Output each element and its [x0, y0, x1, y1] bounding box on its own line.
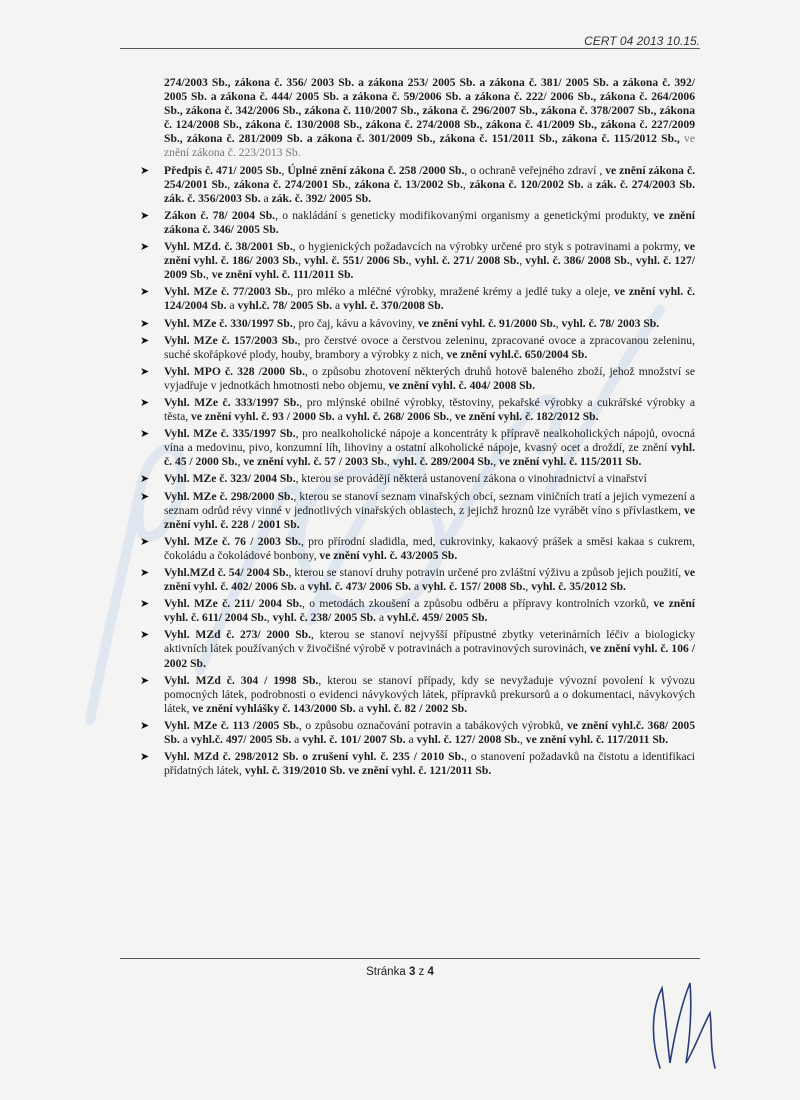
intro-paragraph [164, 76, 695, 161]
header-divider [120, 48, 700, 49]
law-reference: vyhl. č. 238/ 2005 Sb. [272, 611, 376, 625]
law-reference: Zákon č. 78/ 2004 Sb. [164, 208, 276, 222]
law-reference: Vyhl. MZe č. 298/2000 Sb. [164, 489, 294, 503]
law-reference: Vyhl.MZd č. 54/ 2004 Sb. [164, 566, 289, 579]
list-item-text: Zákon č. 78/ 2004 Sb., o nakládání s geneticky modifikovanými organismy a genetickými produkty, ve znění zákona č. 346/ 2005 Sb. [164, 208, 695, 236]
page-separator: z [418, 966, 425, 978]
law-reference: vyhl. č. 78/ 2003 Sb. [561, 316, 660, 330]
arrow-bullet-icon: ➤ [140, 719, 150, 732]
law-reference: ve znění vyhl. č. 111/2011 Sb. [211, 268, 354, 282]
law-reference: ve znění vyhl. č. 91/2000 Sb. [417, 316, 556, 330]
intro-bold-text: 274/2003 Sb., zákona č. 356/ 2003 Sb. a zákona 253/ 2005 Sb. a zákona č. 381/ 2005 Sb. a zákona č. 392/ 2005 Sb. a zákona č. 444/ 2005 Sb. a zákona č. 59/2006 Sb. a zákona č. 222/ 2006 Sb., zákona č. 264/2006 Sb., zákona č. 342/2006 Sb., zákona č. 110/2007 Sb., zákona č. 296/2007 Sb., zákona č. 378/2007 Sb., zákona č. 124/2008 Sb., zákona č. 130/2008 Sb., zákona č. 274/2008 Sb., zákona č. 41/2009 Sb., zákona č. 227/2009 Sb., zákona č. 281/2009 Sb. a zákona č. 301/2009 Sb., zákona č. 151/2011 Sb., zákona č. 115/2012 Sb., [164, 76, 695, 146]
arrow-bullet-icon: ➤ [140, 629, 150, 642]
law-reference: ve znění vyhl. č. 611/ 2004 Sb. [164, 597, 696, 625]
list-item-text: Vyhl. MZe č. 76 / 2003 Sb., pro přírodní sladidla, med, cukrovinky, kakaový prášek a směsi kakaa s cukrem, čokoládu a čokoládové bonbony, ve znění vyhl. č. 43/2005 Sb. [164, 534, 695, 562]
law-reference: vyhl. č. 82 / 2002 Sb. [366, 701, 468, 715]
list-item-text: Vyhl. MZe č. 333/1997 Sb., pro mlýnské obilné výrobky, těstoviny, pekařské výrobky a cukrářské výrobky a těsta, ve znění vyhl. č. 93 / 2000 Sb. a vyhl. č. 268/ 2006 Sb., ve znění vyhl. č. 182/2012 Sb. [164, 395, 696, 424]
law-reference: vyhl. č. 319/2010 Sb. [244, 764, 346, 778]
law-reference: Vyhl. MZe č. 157/2003 Sb. [164, 333, 298, 347]
list-item-text: Vyhl. MZe č. 77/2003 Sb., pro mléko a mléčné výrobky, mražené krémy a jedlé tuky a oleje, ve znění vyhl. č. 124/2004 Sb. a vyhl.č. 78/ 2005 Sb. a vyhl. č. 370/2008 Sb. [164, 285, 695, 313]
law-reference: vyhl.č. 78/ 2005 Sb. [237, 299, 333, 313]
law-reference: Vyhl. MZe č. 77/2003 Sb. [164, 285, 291, 299]
law-items [140, 164, 695, 779]
law-reference: vyhl. č. 551/ 2006 Sb. [304, 254, 409, 268]
law-reference: Vyhl. MZd č. 298/2012 Sb. [164, 750, 299, 764]
arrow-bullet-icon: ➤ [140, 317, 150, 330]
list-item-text: Vyhl. MZe č. 298/2000 Sb., kterou se stanoví seznam vinařských obcí, seznam viničních tratí a jejich vymezení a seznam odrůd révy vinné v jednotlivých vinařských oblastech, z jejichž hroznů lze vyrábět víno s přívlastkem, ve znění vyhl. č. 228 / 2001 Sb. [164, 489, 695, 531]
page-label: Stránka [366, 966, 406, 978]
arrow-bullet-icon: ➤ [140, 396, 150, 409]
law-reference: Vyhl. MZe č. 330/1997 Sb. [164, 316, 293, 330]
law-reference: ve znění zákona č. 254/2001 Sb. [164, 163, 695, 191]
law-reference: vyhl. č. 386/ 2008 Sb. [525, 254, 630, 268]
law-reference: ve znění vyhl. č. 43/2005 Sb. [319, 548, 458, 562]
law-reference: ve znění vyhl. č. 404/ 2008 Sb. [388, 378, 535, 392]
law-reference: vyhl. č. 127/ 2008 Sb. [416, 733, 520, 747]
list-item [140, 365, 695, 393]
footer-divider [120, 958, 700, 959]
law-reference: Úplné znění zákona č. 258 /2000 Sb. [287, 163, 465, 177]
list-item [140, 628, 695, 670]
list-item-text: Vyhl. MZe č. 330/1997 Sb., pro čaj, kávu a kávoviny, ve znění vyhl. č. 91/2000 Sb., vyhl. č. 78/ 2003 Sb. [164, 316, 660, 330]
law-reference: ve znění vyhl. č. 106 / 2002 Sb. [164, 642, 695, 670]
law-reference: Vyhl. MZe č. 323/ 2004 Sb. [164, 472, 296, 486]
arrow-bullet-icon: ➤ [140, 334, 150, 347]
law-reference: zákona č. 274/2001 Sb. [233, 177, 348, 191]
list-item [140, 285, 695, 313]
handwritten-signature [640, 968, 730, 1078]
law-reference: ve znění vyhl. č. 124/2004 Sb. [164, 285, 695, 313]
list-item-text: Vyhl. MPO č. 328 /2000 Sb., o způsobu zhotovení některých druhů hotově baleného zboží, jehož množství se vyjadřuje v jednotkách hmotnosti nebo objemu, ve znění vyhl. č. 404/ 2008 Sb. [164, 364, 695, 392]
law-reference: Vyhl. MZe č. 335/1997 Sb. [164, 427, 296, 441]
arrow-bullet-icon: ➤ [140, 473, 150, 486]
law-reference: ve znění vyhl. č. 402/ 2006 Sb. [164, 566, 696, 594]
list-item-text: Vyhl. MZd č. 273/ 2000 Sb., kterou se stanoví nejvyšší přípustné zbytky veterinárních léčiv a biologicky aktivních látek používaných v živočišné výrobě v potravinách a potravinových surovinách, ve znění vyhl. č. 106 / 2002 Sb. [164, 628, 695, 670]
list-item-text: Vyhl. MZe č. 157/2003 Sb., pro čerstvé ovoce a čerstvou zeleninu, zpracované ovoce a zpracovanou zeleninu, suché skořápkové plody, houby, brambory a výrobky z nich, ve znění vyhl.č. 650/2004 Sb. [164, 333, 695, 361]
arrow-bullet-icon: ➤ [140, 209, 150, 222]
law-reference: Vyhl. MZe č. 333/1997 Sb. [164, 395, 300, 409]
law-reference: vyhl. č. 127/ 2009 Sb. [164, 254, 695, 282]
arrow-bullet-icon: ➤ [140, 598, 150, 611]
law-reference: ve znění vyhl. č. 121/2011 Sb. [348, 764, 492, 778]
law-reference: ve znění vyhl. č. 228 / 2001 Sb. [164, 503, 695, 531]
list-item [140, 719, 695, 747]
law-reference: ve znění vyhl. č. 182/2012 Sb. [454, 410, 599, 424]
arrow-bullet-icon: ➤ [140, 365, 150, 378]
law-reference: vyhl. č. 289/2004 Sb. [392, 455, 494, 469]
list-item [140, 209, 695, 237]
arrow-bullet-icon: ➤ [140, 241, 150, 254]
law-reference: Vyhl. MZd č. 273/ 2000 Sb. [164, 628, 312, 642]
list-item-text: Vyhl. MZe č. 323/ 2004 Sb., kterou se provádějí některá ustanovení zákona o vinohradnictví a vinařství [164, 472, 647, 486]
law-reference: Vyhl. MZe č. 211/ 2004 Sb. [164, 597, 303, 611]
law-reference: vyhl. č. 271/ 2008 Sb. [414, 254, 520, 268]
list-item [140, 334, 695, 362]
list-item-text: Předpis č. 471/ 2005 Sb., Úplné znění zákona č. 258 /2000 Sb., o ochraně veřejného zdraví , ve znění zákona č. 254/2001 Sb., zákona č. 274/2001 Sb., zákona č. 13/2002 Sb., zákona č. 120/2002 Sb. a zák. č. 274/2003 Sb. zák. č. 356/2003 Sb. a zák. č. 392/ 2005 Sb. [164, 163, 696, 205]
arrow-bullet-icon: ➤ [140, 567, 150, 579]
list-item [140, 674, 695, 716]
law-reference: vyhl.č. 497/ 2005 Sb. [190, 733, 292, 747]
list-item [140, 566, 695, 594]
arrow-bullet-icon: ➤ [140, 674, 150, 687]
law-reference: vyhl. č. 235 / 2010 Sb. [352, 750, 464, 764]
law-reference: ve znění zákona č. 346/ 2005 Sb. [164, 208, 695, 236]
list-item [140, 597, 695, 625]
law-reference: vyhl.č. 459/ 2005 Sb. [386, 611, 488, 625]
law-reference: Předpis č. 471/ 2005 Sb. [164, 163, 282, 177]
law-reference: ve znění vyhlášky č. 143/2000 Sb. [192, 701, 356, 715]
law-reference: vyhl. č. 370/2008 Sb. [343, 299, 444, 313]
list-item-text: Vyhl. MZe č. 211/ 2004 Sb., o metodách zkoušení a způsobu odběru a přípravy kontrolních vzorků, ve znění vyhl. č. 611/ 2004 Sb., vyhl. č. 238/ 2005 Sb. a vyhl.č. 459/ 2005 Sb. [164, 597, 696, 625]
arrow-bullet-icon: ➤ [140, 164, 150, 177]
law-reference: o zrušení [302, 750, 349, 764]
list-item [140, 472, 695, 486]
law-reference: vyhl. č. 35/2012 Sb. [531, 580, 626, 594]
law-reference: ve znění vyhl.č. 368/ 2005 Sb. [164, 718, 696, 747]
law-reference: zák. č. 356/2003 Sb. [164, 191, 261, 205]
page-total: 4 [427, 966, 434, 978]
law-reference: zák. č. 274/2003 Sb. [596, 177, 696, 191]
law-reference: ve znění vyhl.č. 650/2004 Sb. [446, 347, 588, 361]
list-item-text: Vyhl.MZd č. 54/ 2004 Sb., kterou se stanoví druhy potravin určené pro zvláštní výživu a způsob jejich použití, ve znění vyhl. č. 402/ 2006 Sb. a vyhl. č. 473/ 2006 Sb. a vyhl. č. 157/ 2008 Sb., vyhl. č. 35/2012 Sb. [164, 566, 696, 594]
list-item-text: Vyhl. MZd č. 304 / 1998 Sb., kterou se stanoví případy, kdy se nevyžaduje vývozní povolení k vývozu pomocných látek, podrobnosti o evidenci návykových látek, přípravků prekursorů a o dokumentaci, návykových látek, ve znění vyhlášky č. 143/2000 Sb. a vyhl. č. 82 / 2002 Sb. [164, 673, 695, 715]
list-item [140, 240, 695, 282]
cert-header: CERT 04 2013 10.15. [584, 34, 700, 48]
arrow-bullet-icon: ➤ [140, 490, 150, 503]
law-reference: Vyhl. MZd č. 304 / 1998 Sb. [164, 673, 319, 687]
list-item [140, 535, 695, 563]
law-reference: zákona č. 120/2002 Sb. [469, 177, 584, 191]
list-item [140, 396, 695, 424]
intro-tail-text: ve znění zákona č. 223/2013 Sb. [164, 132, 695, 160]
list-item [140, 317, 695, 331]
arrow-bullet-icon: ➤ [140, 751, 150, 764]
law-reference: ve znění vyhl. č. 117/2011 Sb. [525, 733, 669, 747]
list-item [140, 164, 695, 206]
law-reference: vyhl. č. 157/ 2008 Sb. [422, 580, 526, 594]
law-reference: vyhl. č. 45 / 2000 Sb. [164, 441, 695, 469]
law-reference: vyhl. č. 473/ 2006 Sb. [307, 580, 412, 594]
law-reference: ve znění vyhl. č. 93 / 2000 Sb. [191, 410, 335, 424]
law-reference: Vyhl. MZe č. 76 / 2003 Sb. [164, 534, 301, 548]
law-reference: ve znění vyhl. č. 57 / 2003 Sb. [243, 455, 387, 469]
law-reference: ve znění vyhl. č. 186/ 2003 Sb. [164, 240, 695, 268]
list-item-text: Vyhl. MZe č. 335/1997 Sb., pro nealkoholické nápoje a koncentráty k přípravě nealkoholických nápojů, ovocná vína a medovinu, pivo, konzumní líh, lihoviny a ostatní alkoholické nápoje, kvasný ocet a droždí, ze znění vyhl. č. 45 / 2000 Sb., ve znění vyhl. č. 57 / 2003 Sb., vyhl. č. 289/2004 Sb., ve znění vyhl. č. 115/2011 Sb. [164, 427, 695, 469]
law-reference: Vyhl. MPO č. 328 /2000 Sb. [164, 364, 306, 378]
list-item-text: Vyhl. MZe č. 113 /2005 Sb., o způsobu označování potravin a tabákových výrobků, ve znění vyhl.č. 368/ 2005 Sb. a vyhl.č. 497/ 2005 Sb. a vyhl. č. 101/ 2007 Sb. a vyhl. č. 127/ 2008 Sb., ve znění vyhl. č. 117/2011 Sb. [164, 718, 696, 747]
law-reference: zákona č. 13/2002 Sb. [354, 177, 463, 191]
law-reference: vyhl. č. 268/ 2006 Sb. [345, 410, 450, 424]
arrow-bullet-icon: ➤ [140, 535, 150, 548]
arrow-bullet-icon: ➤ [140, 286, 150, 299]
list-item [140, 490, 695, 532]
law-reference: ve znění vyhl. č. 115/2011 Sb. [498, 455, 642, 469]
page-number: 3 [408, 966, 416, 978]
list-item-text: Vyhl. MZd. č. 38/2001 Sb., o hygienických požadavcích na výrobky určené pro styk s potravinami a pokrmy, ve znění vyhl. č. 186/ 2003 Sb., vyhl. č. 551/ 2006 Sb., vyhl. č. 271/ 2008 Sb., vyhl. č. 386/ 2008 Sb., vyhl. č. 127/ 2009 Sb., ve znění vyhl. č. 111/2011 Sb. [164, 240, 695, 282]
arrow-bullet-icon: ➤ [140, 428, 150, 441]
law-reference: Vyhl. MZd. č. 38/2001 Sb. [164, 240, 293, 254]
law-reference: Vyhl. MZe č. 113 /2005 Sb. [164, 718, 299, 732]
list-item-text: Vyhl. MZd č. 298/2012 Sb. o zrušení vyhl. č. 235 / 2010 Sb., o stanovení požadavků na čistotu a identifikaci přídatných látek, vyhl. č. 319/2010 Sb. ve znění vyhl. č. 121/2011 Sb. [164, 750, 696, 778]
law-reference: zák. č. 392/ 2005 Sb. [271, 191, 372, 205]
list-item [140, 750, 695, 778]
list-item [140, 427, 695, 469]
law-reference: vyhl. č. 101/ 2007 Sb. [302, 733, 406, 747]
legislation-list [140, 76, 695, 781]
